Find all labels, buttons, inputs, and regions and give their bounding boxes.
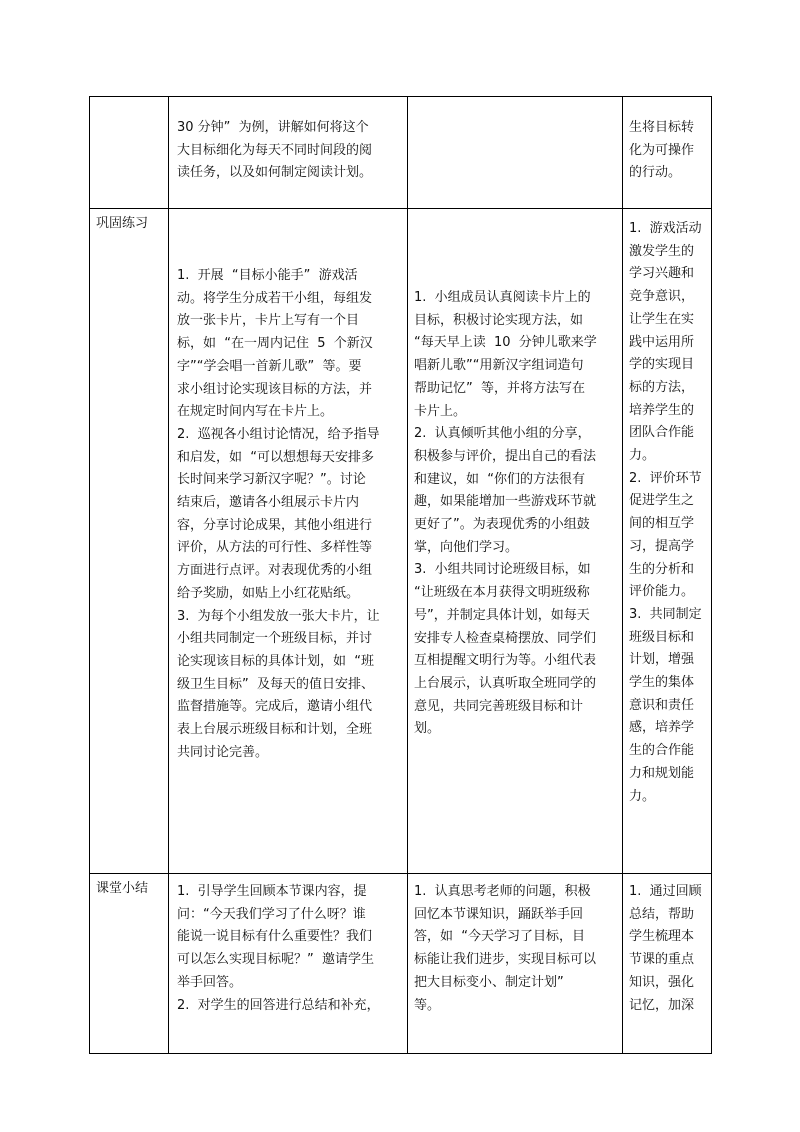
text-line: 表上台展示班级目标和计划，全班 xyxy=(177,722,373,738)
text-line: 论实现该目标的具体计划，如 “班 xyxy=(177,653,374,669)
text-line: 卡片上。 xyxy=(414,403,467,419)
text-line: 促进学生之 xyxy=(629,493,695,509)
text-line: 读任务，以及如何制定阅读计划。 xyxy=(177,165,373,181)
student-activity-text xyxy=(408,97,622,117)
text-line: 2. 认真倾听其他小组的分享， xyxy=(414,426,591,442)
text-line: 化为可操作 xyxy=(629,142,695,158)
text-line: 学生的集体 xyxy=(629,675,695,691)
lesson-plan-table xyxy=(89,96,712,1054)
text-line: 可以怎么实现目标呢？” 邀请学生 xyxy=(177,952,374,968)
text-line: 习，提高学 xyxy=(629,538,695,554)
teacher-activity-text xyxy=(169,97,407,185)
teacher-activity-cell xyxy=(169,209,408,874)
text-line: 标能让我们进步，实现目标可以 xyxy=(414,952,597,968)
text-line: 等。 xyxy=(414,997,441,1013)
text-line: 学习兴趣和 xyxy=(629,266,695,282)
text-line: 举手回答。 xyxy=(177,974,243,990)
text-line: 标，如 “在一周内记住 5 个新汉 xyxy=(177,336,373,352)
text-line: 号”，并制定具体计划，如每天 xyxy=(414,607,590,623)
text-line: 1. 通过回顾 xyxy=(629,884,702,899)
text-line: 的行动。 xyxy=(629,165,682,181)
text-line: 知识，强化 xyxy=(629,974,695,990)
design-intent-cell xyxy=(623,874,712,1054)
table-row-practice xyxy=(90,209,712,874)
text-line: 结束后，邀请各小组展示卡片内 xyxy=(177,495,360,511)
text-line: 监督措施等。完成后，邀请小组代 xyxy=(177,699,373,715)
teacher-activity-cell xyxy=(169,874,408,1054)
text-line: 竞争意识， xyxy=(629,289,695,305)
text-line: “让班级在本月获得文明班级称 xyxy=(414,585,590,601)
text-line: 给予奖励，如贴上小红花贴纸。 xyxy=(177,585,360,601)
text-line: 1. 小组成员认真阅读卡片上的 xyxy=(414,290,591,305)
text-line: 唱新儿歌”“用新汉字组词造句 xyxy=(414,358,584,374)
text-line: 在规定时间内写在卡片上。 xyxy=(177,404,334,420)
table-row-summary xyxy=(90,874,712,1054)
text-line: 互相提醒文明行为等。小组代表 xyxy=(414,653,597,669)
text-line: 班级目标和 xyxy=(629,629,695,645)
stage-label: 巩固练习 xyxy=(96,216,149,231)
text-line: 践中运用所 xyxy=(629,334,695,350)
text-line: 学的实现目 xyxy=(629,357,695,373)
text-line: 目标，积极讨论实现方法，如 xyxy=(414,312,584,328)
text-line: 节课的重点 xyxy=(629,952,695,968)
text-line: 团队合作能 xyxy=(629,425,695,441)
design-intent-text xyxy=(623,874,711,1053)
design-intent-text xyxy=(623,97,711,185)
student-activity-cell xyxy=(408,97,623,209)
text-line: 3. 共同制定 xyxy=(629,606,702,622)
text-line: 问：“今天我们学习了什么呀？谁 xyxy=(177,906,366,922)
text-line: 积极参与评价，提出自己的看法 xyxy=(414,448,597,464)
text-line: 把大目标变小、制定计划” xyxy=(414,974,564,990)
text-line: 生将目标转 xyxy=(629,120,695,135)
stage-label: 课堂小结 xyxy=(96,881,149,896)
text-line: 评价能力。 xyxy=(629,584,695,600)
student-activity-text xyxy=(408,209,622,741)
text-line: 级卫生目标” 及每天的值日安排、 xyxy=(177,676,374,692)
text-line: 答，如 “今天学习了目标，目 xyxy=(414,929,585,945)
text-line: 2. 评价环节 xyxy=(629,470,702,486)
text-line: 回忆本节课知识，踊跃举手回 xyxy=(414,906,584,922)
text-line: 1. 开展 “目标小能手” 游戏活 xyxy=(177,268,358,283)
stage-cell xyxy=(90,209,169,874)
text-line: 意识和责任 xyxy=(629,697,695,713)
text-line: 培养学生的 xyxy=(629,402,695,418)
text-line: 上台展示，认真听取全班同学的 xyxy=(414,675,597,691)
text-line: 30 分钟” 为例，讲解如何将这个 xyxy=(177,120,369,135)
text-line: 总结，帮助 xyxy=(629,906,695,922)
design-intent-cell xyxy=(623,209,712,874)
text-line: 1. 引导学生回顾本节课内容，提 xyxy=(177,884,367,899)
stage-cell xyxy=(90,97,169,209)
text-line: 评价，从方法的可行性、多样性等 xyxy=(177,540,373,556)
text-line: 1. 游戏活动 xyxy=(629,221,702,236)
text-line: 标的方法， xyxy=(629,379,695,395)
text-line: 让学生在实 xyxy=(629,311,695,327)
text-line: 放一张卡片，卡片上写有一个目 xyxy=(177,313,360,329)
text-line: 感，培养学 xyxy=(629,720,695,736)
student-activity-text xyxy=(408,874,622,1053)
text-line: 小组共同制定一个班级目标，并讨 xyxy=(177,631,373,647)
stage-cell xyxy=(90,874,169,1054)
text-line: 求小组讨论实现该目标的方法，并 xyxy=(177,381,373,397)
student-activity-cell xyxy=(408,209,623,874)
text-line: 记忆，加深 xyxy=(629,997,695,1013)
text-line: 安排专人检查桌椅摆放、同学们 xyxy=(414,630,597,646)
design-intent-text xyxy=(623,209,711,808)
text-line: 大目标细化为每天不同时间段的阅 xyxy=(177,142,373,158)
text-line: 计划，增强 xyxy=(629,652,695,668)
text-line: 长时间来学习新汉字呢？”。讨论 xyxy=(177,472,366,488)
text-line: 和启发，如 “可以想想每天安排多 xyxy=(177,449,374,465)
text-line: 1. 认真思考老师的问题，积极 xyxy=(414,884,591,899)
text-line: 学生梳理本 xyxy=(629,929,695,945)
text-line: 3. 小组共同讨论班级目标，如 xyxy=(414,562,591,578)
text-line: 容，分享讨论成果，其他小组进行 xyxy=(177,517,373,533)
text-line: 更好了”。为表现优秀的小组鼓 xyxy=(414,517,590,533)
stage-label xyxy=(90,97,168,101)
text-line: 划。 xyxy=(414,721,441,737)
text-line: 能说一说目标有什么重要性？我们 xyxy=(177,929,373,945)
teacher-activity-text xyxy=(169,874,407,1053)
text-line: 间的相互学 xyxy=(629,516,695,532)
text-line: 共同讨论完善。 xyxy=(177,744,269,760)
text-line: 帮助记忆” 等，并将方法写在 xyxy=(414,380,585,396)
text-line: 2. 对学生的回答进行总结和补充， xyxy=(177,997,380,1013)
text-line: 掌，向他们学习。 xyxy=(414,539,519,555)
design-intent-cell xyxy=(623,97,712,209)
text-line: 力。 xyxy=(629,788,656,804)
text-line: 字”“学会唱一首新儿歌” 等。要 xyxy=(177,358,362,374)
text-line: 2. 巡视各小组讨论情况，给予指导 xyxy=(177,426,380,442)
teacher-activity-cell xyxy=(169,97,408,209)
teacher-activity-text xyxy=(169,209,407,764)
student-activity-cell xyxy=(408,874,623,1054)
text-line: 趣，如果能增加一些游戏环节就 xyxy=(414,494,597,510)
text-line: “每天早上读 10 分钟儿歌来学 xyxy=(414,335,597,351)
text-line: 生的分析和 xyxy=(629,561,695,577)
text-line: 3. 为每个小组发放一张大卡片，让 xyxy=(177,608,380,624)
text-line: 意见，共同完善班级目标和计 xyxy=(414,698,584,714)
text-line: 动。将学生分成若干小组，每组发 xyxy=(177,290,373,306)
text-line: 方面进行点评。对表现优秀的小组 xyxy=(177,563,373,579)
text-line: 激发学生的 xyxy=(629,243,695,259)
text-line: 力。 xyxy=(629,448,656,464)
text-line: 力和规划能 xyxy=(629,765,695,781)
table-row-continued xyxy=(90,97,712,209)
text-line: 和建议，如 “你们的方法很有 xyxy=(414,471,585,487)
text-line: 生的合作能 xyxy=(629,743,695,759)
